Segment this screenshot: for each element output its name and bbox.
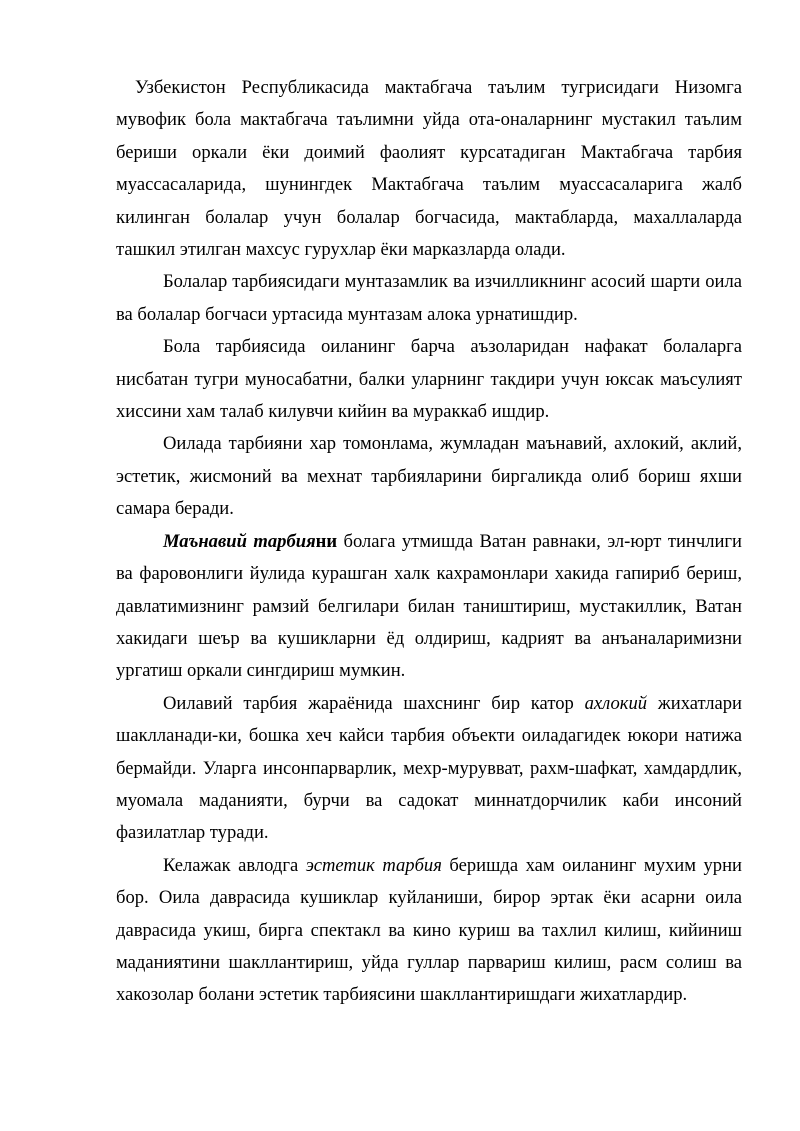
paragraph-7-text-before: Келажак авлодга (163, 854, 306, 876)
aesthetic-education-term: эстетик тарбия (305, 854, 442, 876)
paragraph-3-text: Бола тарбиясида оиланинг барча аъзоларидан нафакат болаларга нисбатан тугри муносабатни, балки уларнинг такдири учун юксак маъсулият хиссини хам талаб килувчи кийин ва мураккаб ишдир. (116, 336, 742, 423)
spiritual-education-term: Маънавий тарбия (163, 530, 316, 552)
paragraph-4-text: Оилада тарбияни хар томонлама, жумладан маънавий, ахлокий, аклий, эстетик, жисмоний ва мехнат тарбияларини биргаликда олиб бориш яхши самара беради. (116, 433, 742, 520)
paragraph-6-text-after: жихатлари шаклланади-ки, бошка хеч кайси тарбия объекти оиладагидек юкори натижа бермайди. Уларга инсонпарварлик, мехр-мурувват, рахм-шафкат, хамдардлик, муомала маданияти, бурчи ва садокат миннатдорчилик каби инсоний фазилатлар туради. (116, 692, 742, 844)
paragraph-1-text: Узбекистон Республикасида мактабгача таълим тугрисидаги Низомга мувофик бола мактабгача таълимни уйда ота-оналарнинг мустакил таълим бериши оркали ёки доимий фаолият курсатадиган Мактабгача тарбия муассасаларида, шунингдек Мактабгача таълим муассасаларига жалб килинган болалар учун болалар богчасида, мактабларда, махаллаларда ташкил этилган махсус гурухлар ёки марказларда олади. (116, 77, 742, 261)
paragraph-7 (116, 850, 742, 1012)
paragraph-5-text: болага утмишда Ватан равнаки, эл-юрт тинчлиги ва фаровонлиги йулида курашган халк кахрамонлари хакида гапириб бериш, давлатимизнинг рамзий белгилари билан таништириш, мустакиллик, Ватан хакидаги шеър ва кушикларни ёд олдириш, кадрият ва анъаналаримизни ургатиш оркали сингдириш мумкин. (116, 530, 742, 682)
paragraph-7-text-after: беришда хам оиланинг мухим урни бор. Оила даврасида кушиклар куйланиши, бирор эртак ёки асарни оила даврасида укиш, бирга спектакл ва кино куриш ва тахлил килиш, кийиниш маданиятини шакллантириш, уйда гуллар парвариш килиш, расм солиш ва хакозолар болани эстетик тарбиясини шакллантиришдаги жихатлардир. (116, 854, 742, 1006)
paragraph-6-text-before: Оилавий тарбия жараёнида шахснинг бир катор (163, 692, 585, 714)
paragraph-2-text: Болалар тарбиясидаги мунтазамлик ва изчилликнинг асосий шарти оила ва болалар богчаси уртасида мунтазам алока урнатишдир. (116, 271, 742, 325)
paragraph-4 (116, 428, 742, 525)
paragraph-1 (116, 72, 742, 266)
paragraph-3 (116, 331, 742, 428)
spiritual-education-suffix: ни (315, 530, 338, 552)
paragraph-6 (116, 688, 742, 850)
paragraph-5 (116, 526, 742, 688)
paragraph-2 (116, 266, 742, 331)
moral-term: ахлокий (584, 692, 648, 714)
document-page (116, 72, 742, 1012)
